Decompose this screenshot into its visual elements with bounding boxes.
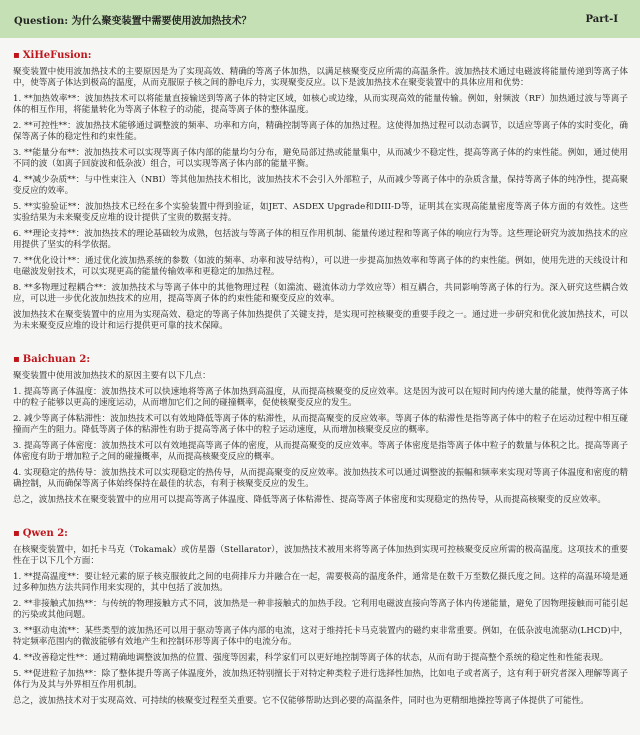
bullet-icon: ▪ bbox=[13, 528, 20, 539]
answer-paragraph: 6. **理论支持**：波加热技术的理论基础较为成熟，包括波与等离子体的相互作用机制、能量传递过程和等离子体的响应行为等。这些理论研究为波加热技术的应用提供了坚实的科学依据。 bbox=[13, 229, 628, 250]
answer-section bbox=[13, 354, 628, 506]
answer-paragraph: 5. **实验验证**：波加热技术已经在多个实验装置中得到验证，如JET、ASDEX Upgrade和DIII-D等，证明其在实现高能量密度等离子体方面的有效性。这些实验结果为未来聚变反应堆的设计提供了宝贵的数据支持。 bbox=[13, 202, 628, 223]
answer-paragraph: 在核聚变装置中，如托卡马克（Tokamak）或仿星器（Stellarator），波加热技术被用来将等离子体加热到实现可控核聚变反应所需的极高温度。这项技术的重要性在于以下几个方面： bbox=[13, 545, 628, 566]
answer-paragraph: 3. **能量分布**：波加热技术可以实现等离子体内部的能量均匀分布，避免局部过热或能量集中，从而减少不稳定性，提高等离子体的约束性能。例如，通过使用不同的波（如离子回旋波和低杂波）组合，可以实现等离子体内部的能量平衡。 bbox=[13, 148, 628, 169]
answer-section bbox=[13, 528, 628, 707]
model-name-text: Baichuan 2: bbox=[22, 354, 91, 365]
answer-paragraph: 总之，波加热技术对于实现高效、可持续的核聚变过程至关重要。它不仅能够帮助达到必要的高温条件，同时也为更精细地操控等离子体提供了可能性。 bbox=[13, 696, 589, 706]
answer-paragraph: 5. **促进粒子加热**：除了整体提升等离子体温度外，波加热还特别擅长于对特定种类粒子进行选择性加热，比如电子或者离子，这有利于研究者深入理解等离子体行为及其与外界相互作用机制。 bbox=[13, 669, 628, 690]
model-name bbox=[13, 354, 628, 365]
answer-paragraph: 1. 提高等离子体温度：波加热技术可以快速地将等离子体加热到高温度，从而提高核聚变的反应效率。这是因为波可以在短时间内传递大量的能量，使得等离子体中的粒子能够以更高的速度运动，从而增加它们之间的碰撞概率，促使核聚变反应的发生。 bbox=[13, 387, 628, 408]
answer-section bbox=[13, 50, 628, 332]
answer-paragraph: 8. **多物理过程耦合**：波加热技术与等离子体中的其他物理过程（如湍流、磁流体动力学效应等）相互耦合，共同影响等离子体的行为。深入研究这些耦合效应，可以进一步优化波加热技术的应用，提高等离子体的约束性能和聚变反应的效率。 bbox=[13, 283, 628, 304]
answer-paragraph: 2. **非接触式加热**：与传统的物理接触方式不同，波加热是一种非接触式的加热手段。它利用电磁波直接向等离子体内传递能量，避免了因物理接触而可能引起的污染或其他问题。 bbox=[13, 599, 628, 620]
answer-paragraph: 2. 减少等离子体粘滞性：波加热技术可以有效地降低等离子体的粘滞性，从而提高聚变的反应效率。等离子体的粘滞性是指等离子体中的粒子在运动过程中相互碰撞而产生的阻力。降低等离子体的粘滞性有助于提高等离子体中的粒子运动速度，从而增加核聚变反应的概率。 bbox=[13, 414, 628, 435]
model-name bbox=[13, 50, 628, 61]
question-text: 为什么聚变装置中需要使用波加热技术？ bbox=[71, 15, 252, 27]
model-name-text: Qwen 2: bbox=[22, 528, 68, 539]
answer-paragraph: 3. **驱动电流**：某些类型的波加热还可以用于驱动等离子体内部的电流，这对于维持托卡马克装置内的磁约束非常重要。例如，在低杂波电流驱动(LHCD)中，特定频率范围内的微波能够有效地产生和控制环形等离子体中的电流分布。 bbox=[13, 626, 628, 647]
answer-paragraph: 总之，波加热技术在聚变装置中的应用可以提高等离子体温度、降低等离子体粘滞性、提高等离子体密度和实现稳定的热传导，从而提高核聚变的反应效率。 bbox=[13, 495, 606, 505]
answer-paragraph: 3. 提高等离子体密度：波加热技术可以有效地提高等离子体的密度，从而提高聚变的反应效率。等离子体密度是指等离子体中粒子的数量与体积之比。提高等离子体密度有助于增加粒子之间的碰撞概率，从而提高核聚变反应的概率。 bbox=[13, 441, 628, 462]
question-header bbox=[0, 0, 640, 38]
bullet-icon: ▪ bbox=[13, 354, 20, 365]
answer-paragraph: 聚变装置中使用波加热技术的原因主要有以下几点： bbox=[13, 371, 211, 381]
question-label: Question: bbox=[14, 15, 69, 27]
answer-paragraph: 4. **减少杂质**：与中性束注入（NBI）等其他加热技术相比，波加热技术不会引入外部粒子，从而减少等离子体中的杂质含量，保持等离子体的纯净性，提高聚变反应的效率。 bbox=[13, 175, 628, 196]
answer-paragraph: 4. **改善稳定性**：通过精确地调整波加热的位置、强度等因素，科学家们可以更好地控制等离子体的状态，从而有助于提高整个系统的稳定性和性能表现。 bbox=[13, 653, 609, 663]
answer-paragraph: 2. **可控性**：波加热技术能够通过调整波的频率、功率和方向，精确控制等离子体的加热过程。这使得加热过程可以动态调节，以适应等离子体的实时变化，确保等离子体的稳定性和约束性能。 bbox=[13, 121, 628, 142]
answer-paragraph: 7. **优化设计**：通过优化波加热系统的参数（如波的频率、功率和波导结构），可以进一步提高加热效率和等离子体的约束性能。例如，使用先进的天线设计和电磁波发射技术，可以实现更高的能量传输效率和更稳定的加热过程。 bbox=[13, 256, 628, 277]
model-name-text: XiHeFusion: bbox=[22, 50, 92, 61]
answer-paragraph: 1. **提高温度**：要让轻元素的原子核克服彼此之间的电荷排斥力并融合在一起，需要极高的温度条件，通常是在数千万至数亿摄氏度之间。这样的高温环境是通过多种加热方法共同作用来实现的，其中包括了波加热。 bbox=[13, 572, 628, 593]
model-name bbox=[13, 528, 628, 539]
part-label: Part-I bbox=[585, 13, 618, 25]
answer-paragraph: 4. 实现稳定的热传导：波加热技术可以实现稳定的热传导，从而提高聚变的反应效率。波加热技术可以通过调整波的振幅和频率来实现对等离子体温度和密度的精确控制，从而确保等离子体始终保持在最佳的状态，有利于核聚变反应的发生。 bbox=[13, 468, 628, 489]
bullet-icon: ▪ bbox=[13, 50, 20, 61]
answer-paragraph: 聚变装置中使用波加热技术的主要原因是为了实现高效、精确的等离子体加热，以满足核聚变反应所需的高温条件。波加热技术通过电磁波将能量传递到等离子体中，使等离子体达到极高的温度，从而克服原子核之间的静电斥力，实现聚变反应。以下是波加热技术在聚变装置中的具体应用和优势： bbox=[13, 67, 628, 88]
answer-paragraph: 1. **加热效率**：波加热技术可以将能量直接输送到等离子体的特定区域，如核心或边缘，从而实现高效的能量传输。例如，射频波（RF）加热通过波与等离子体的相互作用，将能量转化为等离子体粒子的动能，提高等离子体的整体温度。 bbox=[13, 94, 628, 115]
question-title bbox=[14, 12, 252, 27]
answer-paragraph: 波加热技术在聚变装置中的应用为实现高效、稳定的等离子体加热提供了关键支持，是实现可控核聚变的重要手段之一。通过进一步研究和优化波加热技术，可以为未来聚变反应堆的设计和运行提供更可靠的技术保障。 bbox=[13, 310, 628, 331]
answers-container bbox=[0, 38, 640, 707]
